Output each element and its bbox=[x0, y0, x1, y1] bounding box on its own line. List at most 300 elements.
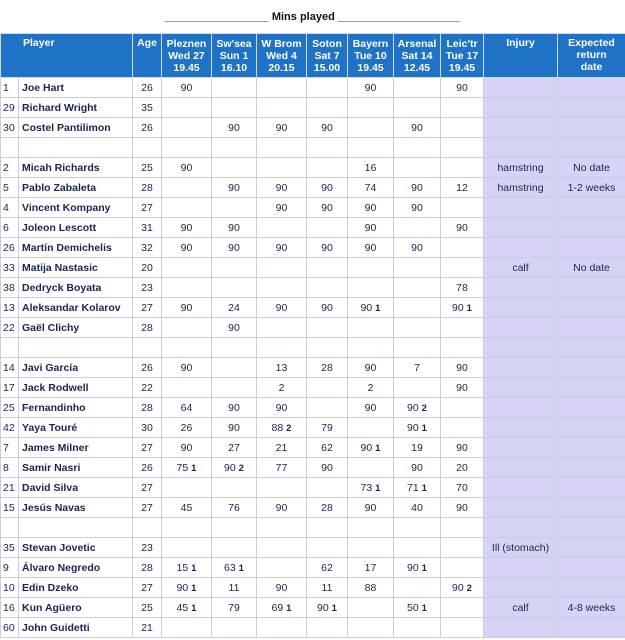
empty-cell bbox=[1, 338, 19, 358]
expected-return-cell: 1-2 weeks bbox=[558, 178, 625, 198]
minutes-cell bbox=[212, 478, 257, 498]
minutes-value: 90 bbox=[364, 401, 377, 414]
minutes-cell bbox=[162, 498, 212, 518]
table-row bbox=[1, 358, 625, 378]
minutes-cell bbox=[257, 218, 307, 238]
injury-cell bbox=[484, 438, 558, 458]
squad-number: 16 bbox=[1, 598, 19, 618]
squad-number: 15 bbox=[1, 498, 19, 518]
table-row bbox=[1, 578, 625, 598]
empty-cell bbox=[394, 138, 441, 158]
minutes-cell bbox=[394, 398, 441, 418]
minutes-cell bbox=[348, 418, 394, 438]
minutes-value: 2 bbox=[278, 381, 285, 394]
minutes-cell bbox=[441, 618, 484, 638]
minutes-value: 79 bbox=[321, 421, 333, 434]
minutes-cell bbox=[441, 298, 484, 318]
minutes-cell bbox=[162, 358, 212, 378]
minutes-cell bbox=[394, 378, 441, 398]
goals-value: 1 bbox=[286, 602, 292, 614]
goals-value: 1 bbox=[421, 482, 427, 494]
squad-number: 30 bbox=[1, 118, 19, 138]
match-header: Pleznen Wed 27 19.45 bbox=[162, 34, 212, 78]
expected-return-cell: 4-8 weeks bbox=[558, 598, 625, 618]
injury-cell: calf bbox=[484, 598, 558, 618]
minutes-cell bbox=[441, 98, 484, 118]
injury-cell: Ill (stomach) bbox=[484, 538, 558, 558]
minutes-value: 90 bbox=[321, 181, 333, 194]
minutes-cell bbox=[162, 238, 212, 258]
minutes-value: 90 bbox=[228, 321, 240, 334]
table-row bbox=[1, 218, 625, 238]
minutes-cell bbox=[307, 538, 348, 558]
squad-number: 6 bbox=[1, 218, 19, 238]
minutes-cell bbox=[257, 458, 307, 478]
player-name: Richard Wright bbox=[19, 98, 133, 118]
spacer-row bbox=[1, 138, 625, 158]
minutes-value: 90 bbox=[364, 241, 377, 254]
squad-number: 33 bbox=[1, 258, 19, 278]
squad-number: 10 bbox=[1, 578, 19, 598]
injury-cell bbox=[484, 578, 558, 598]
minutes-cell bbox=[394, 598, 441, 618]
empty-cell bbox=[558, 338, 625, 358]
minutes-cell bbox=[348, 478, 394, 498]
minutes-value: 24 bbox=[228, 301, 240, 314]
squad-number: 29 bbox=[1, 98, 19, 118]
injury-cell bbox=[484, 558, 558, 578]
minutes-cell bbox=[307, 298, 348, 318]
goals-value: 1 bbox=[238, 562, 244, 574]
minutes-cell bbox=[162, 298, 212, 318]
injury-cell bbox=[484, 78, 558, 98]
minutes-value: 90 bbox=[180, 221, 193, 234]
minutes-cell bbox=[307, 238, 348, 258]
minutes-cell bbox=[441, 78, 484, 98]
minutes-cell bbox=[307, 458, 348, 478]
minutes-cell bbox=[162, 438, 212, 458]
table-row bbox=[1, 318, 625, 338]
minutes-cell bbox=[348, 298, 394, 318]
table-row bbox=[1, 498, 625, 518]
minutes-cell bbox=[162, 398, 212, 418]
minutes-cell bbox=[441, 258, 484, 278]
minutes-value: 19 bbox=[411, 441, 423, 454]
injury-header: Injury bbox=[484, 34, 558, 78]
minutes-value: 90 bbox=[275, 181, 288, 194]
goals-value: 1 bbox=[466, 302, 472, 314]
header-row bbox=[1, 34, 625, 78]
minutes-value: 77 bbox=[275, 461, 288, 474]
empty-cell bbox=[19, 138, 133, 158]
minutes-value: 90 bbox=[364, 81, 377, 94]
minutes-cell bbox=[162, 418, 212, 438]
expected-return-cell bbox=[558, 378, 625, 398]
minutes-value: 90 bbox=[456, 221, 468, 234]
injury-cell bbox=[484, 118, 558, 138]
injury-cell bbox=[484, 398, 558, 418]
minutes-cell bbox=[307, 178, 348, 198]
player-name: Matija Nastasic bbox=[19, 258, 133, 278]
minutes-cell bbox=[348, 218, 394, 238]
minutes-cell bbox=[441, 238, 484, 258]
player-age: 23 bbox=[133, 278, 162, 298]
injury-cell: calf bbox=[484, 258, 558, 278]
minutes-value: 12 bbox=[456, 181, 468, 194]
match-header: W Brom Wed 4 20.15 bbox=[257, 34, 307, 78]
minutes-played-table bbox=[0, 33, 625, 638]
minutes-cell bbox=[441, 318, 484, 338]
empty-cell bbox=[307, 338, 348, 358]
goals-value: 2 bbox=[286, 422, 292, 434]
minutes-cell bbox=[162, 598, 212, 618]
minutes-cell bbox=[441, 438, 484, 458]
minutes-cell bbox=[212, 618, 257, 638]
table-row bbox=[1, 598, 625, 618]
injury-cell bbox=[484, 218, 558, 238]
goals-value: 2 bbox=[421, 402, 427, 414]
minutes-value: 90 bbox=[411, 201, 423, 214]
minutes-cell bbox=[212, 418, 257, 438]
minutes-cell bbox=[348, 158, 394, 178]
player-name: Joleon Lescott bbox=[19, 218, 133, 238]
minutes-value: 28 bbox=[321, 501, 333, 514]
player-age: 27 bbox=[133, 198, 162, 218]
expected-return-cell bbox=[558, 538, 625, 558]
minutes-value: 63 bbox=[224, 561, 236, 574]
minutes-cell bbox=[212, 458, 257, 478]
player-name: Álvaro Negredo bbox=[19, 558, 133, 578]
empty-cell bbox=[348, 138, 394, 158]
minutes-cell bbox=[348, 118, 394, 138]
minutes-value: 90 bbox=[321, 461, 333, 474]
player-name: Jesús Navas bbox=[19, 498, 133, 518]
player-age: 32 bbox=[133, 238, 162, 258]
minutes-cell bbox=[441, 578, 484, 598]
player-age: 25 bbox=[133, 158, 162, 178]
empty-cell bbox=[1, 138, 19, 158]
player-name: Dedryck Boyata bbox=[19, 278, 133, 298]
table-row bbox=[1, 478, 625, 498]
minutes-cell bbox=[307, 438, 348, 458]
expected-return-cell bbox=[558, 318, 625, 338]
minutes-cell bbox=[394, 578, 441, 598]
expected-return-cell bbox=[558, 238, 625, 258]
minutes-cell bbox=[394, 158, 441, 178]
minutes-value: 90 bbox=[275, 501, 288, 514]
minutes-cell bbox=[212, 438, 257, 458]
player-age: 26 bbox=[133, 118, 162, 138]
player-name: Kun Agüero bbox=[19, 598, 133, 618]
minutes-cell bbox=[162, 558, 212, 578]
minutes-cell bbox=[307, 258, 348, 278]
minutes-value: 90 bbox=[176, 581, 189, 594]
expected-return-cell bbox=[558, 218, 625, 238]
minutes-cell bbox=[307, 318, 348, 338]
squad-number: 25 bbox=[1, 398, 19, 418]
minutes-cell bbox=[307, 98, 348, 118]
injury-cell bbox=[484, 418, 558, 438]
player-name: John Guidetti bbox=[19, 618, 133, 638]
minutes-cell bbox=[257, 578, 307, 598]
minutes-value: 62 bbox=[321, 561, 333, 574]
minutes-cell bbox=[212, 118, 257, 138]
minutes-value: 90 bbox=[364, 201, 377, 214]
minutes-cell bbox=[348, 558, 394, 578]
empty-cell bbox=[257, 338, 307, 358]
minutes-cell bbox=[441, 178, 484, 198]
minutes-cell bbox=[394, 118, 441, 138]
minutes-cell bbox=[162, 378, 212, 398]
minutes-value: 90 bbox=[411, 121, 423, 134]
match-header: Arsenal Sat 14 12.45 bbox=[394, 34, 441, 78]
squad-number: 2 bbox=[1, 158, 19, 178]
minutes-cell bbox=[394, 278, 441, 298]
minutes-value: 40 bbox=[411, 501, 423, 514]
squad-number: 21 bbox=[1, 478, 19, 498]
minutes-value: 90 bbox=[224, 461, 236, 474]
injury-cell: hamstring bbox=[484, 178, 558, 198]
minutes-value: 71 bbox=[407, 481, 419, 494]
minutes-cell bbox=[162, 318, 212, 338]
minutes-cell bbox=[307, 118, 348, 138]
minutes-cell bbox=[257, 598, 307, 618]
minutes-cell bbox=[307, 358, 348, 378]
injury-cell bbox=[484, 458, 558, 478]
minutes-cell bbox=[394, 458, 441, 478]
minutes-value: 90 bbox=[411, 181, 423, 194]
goals-value: 1 bbox=[375, 302, 381, 314]
minutes-cell bbox=[348, 258, 394, 278]
player-name: Joe Hart bbox=[19, 78, 133, 98]
minutes-value: 27 bbox=[228, 441, 240, 454]
minutes-value: 16 bbox=[364, 161, 377, 174]
minutes-cell bbox=[441, 398, 484, 418]
minutes-cell bbox=[348, 78, 394, 98]
player-name: Vincent Kompany bbox=[19, 198, 133, 218]
minutes-value: 90 bbox=[407, 421, 419, 434]
minutes-cell bbox=[257, 118, 307, 138]
minutes-value: 88 bbox=[271, 421, 284, 434]
minutes-cell bbox=[307, 558, 348, 578]
empty-cell bbox=[257, 518, 307, 538]
minutes-value: 90 bbox=[364, 361, 377, 374]
minutes-value: 90 bbox=[321, 241, 333, 254]
match-header: Sw'sea Sun 1 16.10 bbox=[212, 34, 257, 78]
minutes-cell bbox=[394, 258, 441, 278]
minutes-cell bbox=[441, 458, 484, 478]
empty-cell bbox=[133, 338, 162, 358]
player-age: 28 bbox=[133, 178, 162, 198]
player-age: 28 bbox=[133, 558, 162, 578]
minutes-value: 74 bbox=[364, 181, 377, 194]
player-age: 22 bbox=[133, 378, 162, 398]
goals-value: 1 bbox=[191, 562, 197, 574]
minutes-cell bbox=[212, 578, 257, 598]
minutes-value: 90 bbox=[407, 561, 419, 574]
minutes-cell bbox=[348, 458, 394, 478]
minutes-cell bbox=[257, 198, 307, 218]
page-title: _________________ Mins played ____________________ bbox=[164, 11, 461, 23]
table-body bbox=[1, 78, 625, 638]
minutes-value: 90 bbox=[452, 581, 464, 594]
squad-number: 13 bbox=[1, 298, 19, 318]
minutes-cell bbox=[348, 578, 394, 598]
minutes-value: 90 bbox=[321, 301, 333, 314]
minutes-cell bbox=[212, 98, 257, 118]
minutes-cell bbox=[441, 198, 484, 218]
minutes-cell bbox=[394, 558, 441, 578]
expected-return-cell bbox=[558, 498, 625, 518]
minutes-cell bbox=[307, 158, 348, 178]
injury-cell bbox=[484, 238, 558, 258]
minutes-value: 90 bbox=[275, 201, 288, 214]
empty-cell bbox=[484, 518, 558, 538]
minutes-cell bbox=[257, 278, 307, 298]
goals-value: 1 bbox=[191, 602, 197, 614]
empty-cell bbox=[484, 138, 558, 158]
minutes-value: 50 bbox=[407, 601, 419, 614]
player-header: Player bbox=[1, 34, 133, 78]
minutes-value: 21 bbox=[275, 441, 288, 454]
empty-cell bbox=[484, 338, 558, 358]
minutes-cell bbox=[441, 358, 484, 378]
minutes-cell bbox=[212, 558, 257, 578]
minutes-value: 90 bbox=[228, 241, 240, 254]
minutes-value: 90 bbox=[321, 201, 333, 214]
minutes-value: 90 bbox=[364, 221, 377, 234]
empty-cell bbox=[307, 518, 348, 538]
injury-cell bbox=[484, 98, 558, 118]
player-age: 27 bbox=[133, 298, 162, 318]
player-age: 35 bbox=[133, 98, 162, 118]
player-age: 31 bbox=[133, 218, 162, 238]
minutes-cell bbox=[394, 498, 441, 518]
minutes-cell bbox=[394, 358, 441, 378]
minutes-value: 90 bbox=[275, 241, 288, 254]
expected-return-cell bbox=[558, 478, 625, 498]
table-row bbox=[1, 198, 625, 218]
expected-return-cell bbox=[558, 98, 625, 118]
player-age: 27 bbox=[133, 578, 162, 598]
empty-cell bbox=[1, 518, 19, 538]
empty-cell bbox=[441, 138, 484, 158]
minutes-value: 15 bbox=[176, 561, 189, 574]
minutes-value: 90 bbox=[364, 501, 377, 514]
minutes-cell bbox=[441, 498, 484, 518]
minutes-cell bbox=[348, 98, 394, 118]
squad-number: 38 bbox=[1, 278, 19, 298]
minutes-cell bbox=[441, 158, 484, 178]
minutes-cell bbox=[348, 398, 394, 418]
minutes-cell bbox=[307, 598, 348, 618]
minutes-cell bbox=[212, 238, 257, 258]
minutes-cell bbox=[307, 198, 348, 218]
minutes-cell bbox=[441, 218, 484, 238]
player-age: 21 bbox=[133, 618, 162, 638]
player-age: 28 bbox=[133, 398, 162, 418]
expected-return-cell bbox=[558, 78, 625, 98]
minutes-cell bbox=[307, 398, 348, 418]
match-header: Leic'tr Tue 17 19.45 bbox=[441, 34, 484, 78]
player-age: 23 bbox=[133, 538, 162, 558]
expected-return-cell bbox=[558, 398, 625, 418]
minutes-cell bbox=[307, 498, 348, 518]
empty-cell bbox=[394, 338, 441, 358]
expected-return-cell: No date bbox=[558, 158, 625, 178]
minutes-cell bbox=[257, 258, 307, 278]
minutes-cell bbox=[257, 538, 307, 558]
minutes-value: 90 bbox=[228, 121, 240, 134]
squad-number: 14 bbox=[1, 358, 19, 378]
minutes-cell bbox=[307, 218, 348, 238]
minutes-cell bbox=[257, 318, 307, 338]
player-age: 27 bbox=[133, 478, 162, 498]
injury-cell bbox=[484, 318, 558, 338]
table-row bbox=[1, 398, 625, 418]
minutes-cell bbox=[394, 478, 441, 498]
minutes-cell bbox=[212, 258, 257, 278]
table-row bbox=[1, 438, 625, 458]
minutes-value: 26 bbox=[180, 421, 193, 434]
empty-cell bbox=[19, 338, 133, 358]
goals-value: 1 bbox=[375, 442, 381, 454]
player-age: 27 bbox=[133, 498, 162, 518]
minutes-cell bbox=[212, 398, 257, 418]
squad-number: 35 bbox=[1, 538, 19, 558]
minutes-value: 64 bbox=[180, 401, 193, 414]
minutes-cell bbox=[162, 538, 212, 558]
expected-return-cell bbox=[558, 618, 625, 638]
minutes-value: 90 bbox=[360, 441, 373, 454]
expected-return-cell bbox=[558, 458, 625, 478]
player-age: 30 bbox=[133, 418, 162, 438]
minutes-cell bbox=[162, 98, 212, 118]
minutes-cell bbox=[441, 378, 484, 398]
minutes-cell bbox=[441, 278, 484, 298]
empty-cell bbox=[212, 138, 257, 158]
minutes-value: 90 bbox=[456, 441, 468, 454]
minutes-value: 90 bbox=[411, 241, 423, 254]
minutes-value: 90 bbox=[407, 401, 419, 414]
table-row bbox=[1, 238, 625, 258]
expected-return-cell bbox=[558, 438, 625, 458]
minutes-cell bbox=[257, 378, 307, 398]
empty-cell bbox=[212, 518, 257, 538]
player-name: Stevan Jovetic bbox=[19, 538, 133, 558]
injury-cell bbox=[484, 278, 558, 298]
empty-cell bbox=[162, 138, 212, 158]
minutes-value: 69 bbox=[271, 601, 284, 614]
table-row bbox=[1, 118, 625, 138]
squad-number: 9 bbox=[1, 558, 19, 578]
minutes-value: 90 bbox=[180, 81, 193, 94]
minutes-cell bbox=[257, 298, 307, 318]
player-age: 28 bbox=[133, 318, 162, 338]
table-row bbox=[1, 278, 625, 298]
minutes-cell bbox=[441, 418, 484, 438]
minutes-value: 90 bbox=[321, 121, 333, 134]
squad-number: 7 bbox=[1, 438, 19, 458]
expected-return-cell bbox=[558, 298, 625, 318]
goals-value: 2 bbox=[238, 462, 244, 474]
injury-cell: hamstring bbox=[484, 158, 558, 178]
expected-return-header: Expected return date bbox=[558, 34, 625, 78]
empty-cell bbox=[348, 338, 394, 358]
minutes-cell bbox=[162, 458, 212, 478]
minutes-value: 90 bbox=[452, 301, 464, 314]
table-row bbox=[1, 538, 625, 558]
